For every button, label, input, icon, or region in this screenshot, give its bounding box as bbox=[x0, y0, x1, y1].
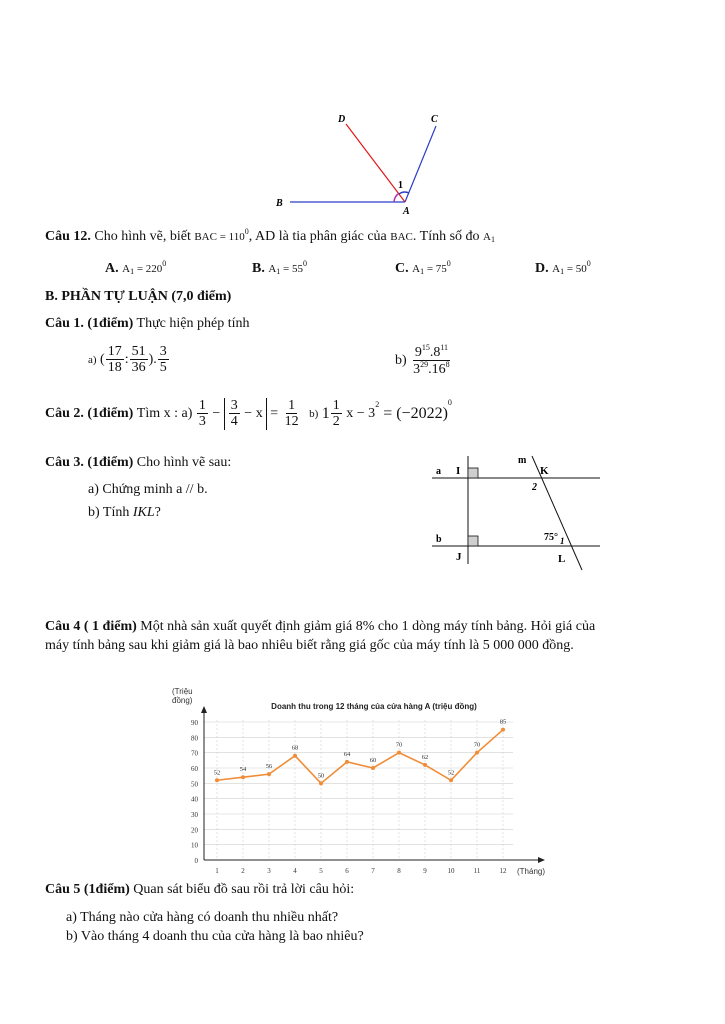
chart-point bbox=[501, 728, 505, 732]
exponent: 11 bbox=[440, 343, 449, 352]
numerator: 3 bbox=[159, 344, 167, 359]
chart-data-label: 62 bbox=[421, 753, 429, 761]
q1-part-b bbox=[395, 344, 453, 378]
q4-line2: máy tính bảng sau khi giảm giá là bao nhiêu biết rằng giá gốc của máy tính là 5 000 000 đồng. bbox=[45, 638, 574, 653]
chart-y-arrow bbox=[201, 706, 207, 713]
chart-data-label: 52 bbox=[213, 769, 221, 777]
chart-point bbox=[267, 772, 271, 776]
q3-label: Câu 3. (1điểm) bbox=[45, 455, 134, 470]
option-expr: A bbox=[268, 263, 277, 275]
chart-x-tick-label: 5 bbox=[319, 867, 323, 875]
chart-x-tick-label: 7 bbox=[371, 867, 375, 875]
q5-item-a: a) Tháng nào cửa hàng có doanh thu nhiều nhất? bbox=[66, 910, 339, 925]
option-deg: 0 bbox=[446, 259, 451, 268]
chart-point bbox=[371, 766, 375, 770]
option-sub: 1 bbox=[276, 267, 281, 276]
chart-y-unit-line1: (Triệu bbox=[172, 687, 193, 696]
chart-y-tick-label: 70 bbox=[191, 749, 198, 758]
chart-point bbox=[293, 754, 297, 758]
q12-target: A bbox=[483, 231, 491, 243]
label-2: 2 bbox=[532, 482, 537, 493]
fraction bbox=[106, 344, 124, 376]
base: .8 bbox=[429, 345, 441, 360]
numerator: 1 bbox=[198, 398, 206, 413]
chart-point bbox=[215, 778, 219, 782]
label-j: J bbox=[456, 551, 462, 563]
option-sub: 1 bbox=[560, 267, 565, 276]
operator: − bbox=[212, 405, 221, 421]
q4-line1 bbox=[45, 619, 595, 635]
operator: ). bbox=[148, 351, 157, 367]
exponent: 2 bbox=[375, 400, 380, 410]
label-m: m bbox=[518, 455, 527, 466]
numerator: 1 bbox=[288, 398, 296, 413]
option-expr: A bbox=[552, 263, 561, 275]
right-angle-mark-i bbox=[468, 468, 478, 478]
chart-y-unit-line2: đồng) bbox=[172, 696, 193, 705]
chart-x-tick-label: 8 bbox=[397, 867, 401, 875]
chart-y-tick-label: 60 bbox=[191, 765, 198, 773]
q12-option-c[interactable] bbox=[395, 259, 451, 277]
chart-y-tick-label: 90 bbox=[191, 719, 198, 727]
chart-y-tick-label: 30 bbox=[191, 811, 198, 819]
q4-label: Câu 4 ( 1 điểm) bbox=[45, 619, 137, 634]
chart-point bbox=[423, 763, 427, 767]
absolute-value bbox=[224, 398, 267, 430]
label-b: b bbox=[436, 534, 442, 545]
chart-y-tick-label: 0 bbox=[194, 857, 198, 865]
q12-option-d[interactable] bbox=[535, 259, 591, 277]
q1-a-open: ( bbox=[100, 351, 105, 367]
q12-option-b[interactable] bbox=[252, 259, 307, 277]
q2-line bbox=[45, 398, 452, 430]
option-sub: 1 bbox=[130, 267, 135, 276]
chart-point bbox=[397, 751, 401, 755]
revenue-line-chart bbox=[160, 682, 560, 878]
q4-text-line1: Một nhà sản xuất quyết định giảm giá 8% cho 1 dòng máy tính bảng. Hỏi giá của bbox=[140, 619, 596, 634]
right-angle-mark-j bbox=[468, 536, 478, 546]
chart-data-label: 60 bbox=[369, 757, 377, 764]
chart-y-tick-label: 80 bbox=[191, 734, 198, 743]
q5-line bbox=[45, 882, 354, 898]
option-key: C. bbox=[395, 261, 409, 276]
denominator: 18 bbox=[107, 360, 122, 376]
chart-x-unit: (Tháng) bbox=[517, 867, 546, 876]
option-deg: 0 bbox=[303, 259, 308, 268]
fraction bbox=[130, 344, 148, 376]
chart-point bbox=[319, 781, 323, 785]
q1-text: Thực hiện phép tính bbox=[136, 316, 250, 331]
expression: − x bbox=[244, 405, 263, 421]
fraction bbox=[411, 344, 452, 378]
mixed-whole: 1 bbox=[321, 404, 330, 422]
fraction bbox=[158, 344, 169, 376]
label-d: D bbox=[338, 114, 346, 125]
fraction bbox=[331, 398, 342, 430]
chart-x-tick-label: 1 bbox=[215, 867, 219, 875]
chart-y-tick-label: 50 bbox=[191, 780, 198, 789]
angle-arc-right bbox=[399, 192, 409, 194]
exponent: 29 bbox=[420, 360, 429, 370]
item-tail: ? bbox=[154, 505, 161, 520]
expression: = (−2022) bbox=[379, 404, 448, 422]
option-key: D. bbox=[535, 261, 549, 276]
option-val: = 220 bbox=[134, 263, 163, 275]
q3-item-a: a) Chứng minh a // b. bbox=[88, 482, 208, 497]
chart-point bbox=[345, 760, 349, 764]
chart-x-tick-label: 6 bbox=[345, 867, 349, 875]
option-expr: A bbox=[122, 263, 131, 275]
numerator bbox=[413, 344, 450, 361]
q3-text: Cho hình vẽ sau: bbox=[136, 455, 232, 470]
q2-text: Tìm x : a) bbox=[136, 405, 193, 421]
denominator: 36 bbox=[131, 360, 146, 376]
numerator: 3 bbox=[230, 398, 238, 413]
fraction bbox=[229, 398, 240, 430]
chart-y-tick-label: 10 bbox=[191, 841, 198, 850]
option-deg: 0 bbox=[586, 259, 591, 268]
ray-ad bbox=[346, 124, 405, 202]
option-val: = 55 bbox=[280, 263, 304, 275]
q1-line bbox=[45, 316, 249, 332]
denominator: 2 bbox=[332, 414, 340, 430]
denominator: 4 bbox=[230, 414, 238, 430]
angle-arc-left bbox=[394, 194, 398, 202]
numerator: 1 bbox=[332, 398, 340, 413]
chart-series-line bbox=[217, 730, 503, 784]
exponent: 0 bbox=[447, 398, 452, 408]
operator: = bbox=[270, 405, 279, 421]
label-1: 1 bbox=[560, 536, 565, 546]
q12-option-a[interactable] bbox=[105, 259, 166, 277]
expression: x − 3 bbox=[346, 405, 376, 421]
q12-text-c: . Tính số đo bbox=[412, 229, 480, 244]
exponent: 8 bbox=[445, 360, 450, 370]
q12-given: BAC = 110 bbox=[194, 231, 245, 243]
chart-data-label: 54 bbox=[239, 766, 247, 774]
chart-data-label: 52 bbox=[447, 769, 455, 777]
chart-x-tick-label: 12 bbox=[499, 867, 507, 875]
chart-point bbox=[449, 778, 453, 782]
label-a: a bbox=[436, 466, 441, 477]
chart-data-label: 70 bbox=[395, 741, 403, 749]
option-key: A. bbox=[105, 261, 119, 276]
fraction bbox=[197, 398, 208, 430]
chart-x-tick-label: 3 bbox=[267, 867, 271, 875]
chart-x-tick-label: 4 bbox=[293, 867, 297, 875]
denominator bbox=[411, 361, 452, 377]
chart-data-label: 70 bbox=[473, 741, 481, 749]
label-k: K bbox=[540, 465, 549, 477]
chart-x-tick-label: 9 bbox=[423, 867, 427, 875]
section-b-heading: B. PHẦN TỰ LUẬN (7,0 điểm) bbox=[45, 289, 232, 304]
option-key: B. bbox=[252, 261, 265, 276]
option-val: = 50 bbox=[564, 263, 587, 275]
base: 9 bbox=[414, 345, 422, 360]
operator: : bbox=[124, 351, 129, 367]
denominator: 3 bbox=[198, 414, 206, 430]
denominator: 5 bbox=[159, 360, 167, 376]
chart-x-tick-label: 2 bbox=[241, 867, 245, 875]
q12-given-deg: 0 bbox=[244, 227, 249, 236]
numerator: 51 bbox=[131, 344, 146, 359]
q2-label: Câu 2. (1điểm) bbox=[45, 405, 134, 421]
label-i: I bbox=[456, 465, 461, 477]
chart-point bbox=[241, 775, 245, 779]
angle-figure bbox=[270, 108, 450, 220]
chart-data-label: 64 bbox=[343, 750, 351, 758]
q2-b-label: b) bbox=[309, 407, 319, 420]
option-val: = 75 bbox=[424, 263, 447, 275]
label-1: 1 bbox=[398, 180, 403, 191]
q1-b-label: b) bbox=[395, 352, 407, 368]
denominator: 12 bbox=[284, 414, 299, 430]
option-expr: A bbox=[412, 263, 421, 275]
q12-text-a: Cho hình vẽ, biết bbox=[94, 229, 191, 244]
label-a: A bbox=[403, 206, 410, 217]
label-75: 75° bbox=[544, 532, 558, 543]
q5-label: Câu 5 (1điểm) bbox=[45, 882, 130, 897]
chart-data-label: 50 bbox=[317, 772, 325, 780]
chart-data-label: 68 bbox=[291, 744, 299, 752]
item-text: b) Tính bbox=[88, 505, 130, 520]
chart-y-tick-label: 20 bbox=[191, 826, 198, 835]
option-deg: 0 bbox=[162, 259, 167, 268]
chart-data-label: 56 bbox=[265, 763, 273, 771]
label-c: C bbox=[431, 114, 438, 125]
chart-x-arrow bbox=[538, 857, 545, 863]
numerator: 17 bbox=[107, 344, 122, 359]
q5-item-b: b) Vào tháng 4 doanh thu của cửa hàng là bao nhiêu? bbox=[66, 929, 364, 944]
base: .16 bbox=[428, 362, 446, 378]
chart-x-tick-label: 10 bbox=[447, 867, 455, 875]
q12-angle: BAC bbox=[390, 231, 413, 243]
q12-line bbox=[45, 227, 495, 245]
base: 3 bbox=[413, 362, 421, 378]
fraction bbox=[283, 398, 301, 430]
chart-data-label: 85 bbox=[499, 718, 507, 726]
label-b: B bbox=[276, 198, 283, 209]
q3-line bbox=[45, 455, 231, 471]
q3-item-b bbox=[88, 505, 161, 521]
ray-ac bbox=[405, 126, 436, 202]
parallel-lines-figure bbox=[428, 450, 608, 578]
chart-x-tick-label: 11 bbox=[473, 867, 481, 875]
chart-point bbox=[475, 751, 479, 755]
q1-part-a bbox=[88, 344, 170, 376]
q12-label: Câu 12. bbox=[45, 229, 91, 244]
q1-a-label: a) bbox=[88, 353, 97, 366]
label-l: L bbox=[558, 553, 566, 565]
q12-target-sub: 1 bbox=[491, 235, 495, 244]
chart-y-tick-label: 40 bbox=[191, 795, 198, 804]
q5-text: Quan sát biểu đồ sau rồi trả lời câu hỏi: bbox=[133, 882, 355, 897]
q12-text-b: , AD là tia phân giác của bbox=[248, 229, 387, 244]
angle-name: IKL bbox=[132, 505, 155, 520]
option-sub: 1 bbox=[420, 267, 425, 276]
exponent: 15 bbox=[421, 343, 430, 352]
chart-title: Doanh thu trong 12 tháng của cửa hàng A (triệu đồng) bbox=[271, 702, 477, 711]
q1-label: Câu 1. (1điểm) bbox=[45, 316, 134, 331]
